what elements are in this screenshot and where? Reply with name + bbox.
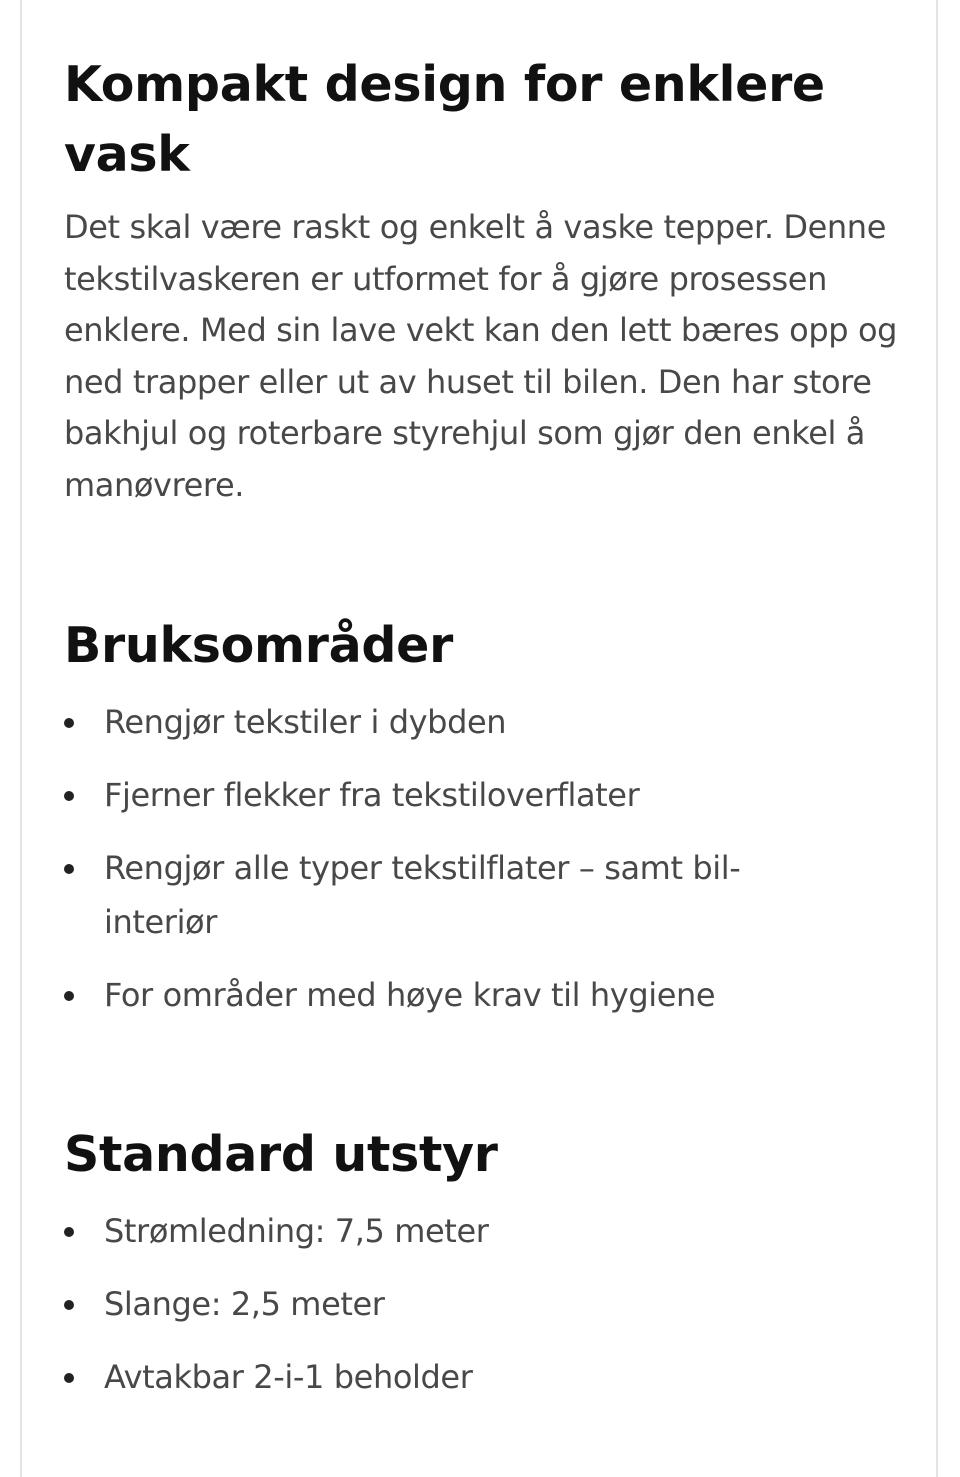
equipment-heading: Standard utstyr [64,1126,498,1183]
usage-item-text: Fjerner flekker fra tekstiloverflater [104,776,640,814]
equipment-item-text: Strømledning: 7,5 meter [104,1212,489,1250]
bullet-icon [64,1300,74,1310]
usage-item [64,768,764,822]
bullet-icon [64,991,74,1001]
product-description [64,50,904,1423]
usage-list [64,695,904,1022]
usage-item [64,695,764,749]
bullet-icon [64,1373,74,1383]
intro-heading: Kompakt design for enklere vask [64,56,825,183]
usage-item-text: Rengjør alle typer tekstilflater – samt bil-interiør [104,849,741,941]
bullet-icon [64,718,74,728]
bullet-icon [64,1227,74,1237]
equipment-item-text: Slange: 2,5 meter [104,1285,385,1323]
equipment-item [64,1277,764,1331]
usage-item-text: Rengjør tekstiler i dybden [104,703,507,741]
intro-paragraph: Det skal være raskt og enkelt å vaske tepper. Denne tekstilvaskeren er utformet for å gjøre prosessen enklere. Med sin lave vekt kan den lett bæres opp og ned trapper eller ut av huset til bilen. Den har store bakhjul og roterbare styrehjul som gjør den enkel å manøvrere. [64,208,898,504]
bullet-icon [64,791,74,801]
equipment-list [64,1204,904,1404]
equipment-item [64,1204,764,1258]
equipment-item [64,1350,764,1404]
usage-heading: Bruksområder [64,617,453,674]
usage-item-text: For områder med høye krav til hygiene [104,976,716,1014]
usage-item [64,841,764,949]
usage-item [64,968,764,1022]
equipment-item-text: Avtakbar 2-i-1 beholder [104,1358,473,1396]
product-info-card [20,0,938,1477]
bullet-icon [64,864,74,874]
